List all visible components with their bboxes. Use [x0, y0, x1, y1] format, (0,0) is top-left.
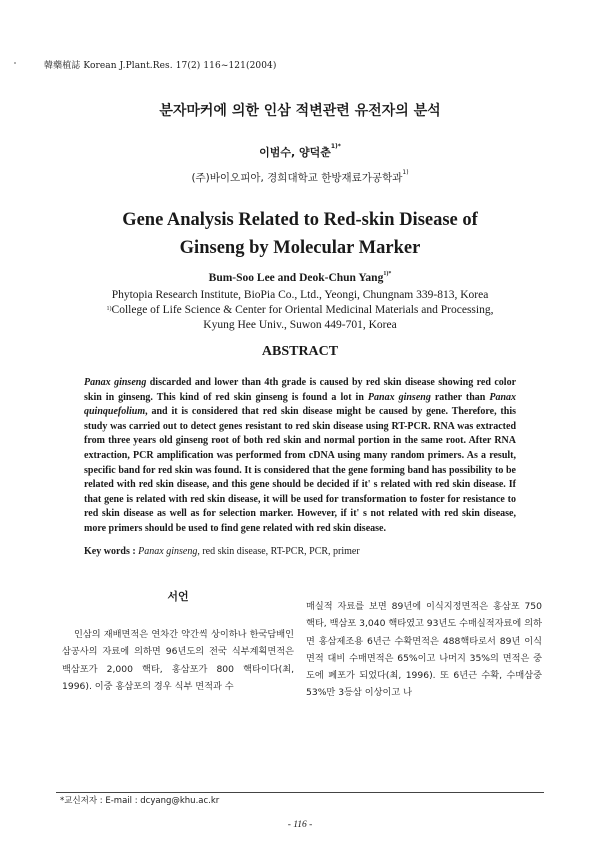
keywords-rest: , red skin disease, RT-PCR, PCR, primer	[197, 546, 360, 557]
english-affiliation	[0, 288, 600, 333]
scan-mark	[14, 62, 16, 64]
journal-citation: 韓藥植誌 Korean J.Plant.Res. 17(2) 116~121(2004)	[44, 61, 277, 71]
korean-authors	[0, 144, 600, 160]
english-authors	[0, 272, 600, 284]
abstract-species-2: Panax ginseng	[367, 391, 431, 403]
body-left-column: 인삼의 재배면적은 연차간 약간씩 상이하나 한국담배인삼공사의 자료에 의하면 96년도의 전국 식부계획면적은 백삼포가 2,000 핵타, 홍삼포가 800 핵타이다(최, 1996). 이중 홍삼포의 경우 식부 면적과 수	[62, 629, 294, 692]
footnote-divider	[56, 792, 544, 793]
abstract-species-1: Panax ginseng	[84, 377, 147, 388]
abstract-body	[84, 376, 516, 537]
korean-authors-names: 이범수, 양덕춘	[259, 146, 331, 159]
page-number: - 116 -	[287, 820, 313, 830]
korean-affiliation-sup: 1)	[402, 169, 409, 176]
english-title	[0, 206, 600, 262]
keywords	[84, 546, 524, 557]
english-affiliation-line2-sup: 1)	[106, 306, 112, 312]
english-affiliation-line2	[0, 303, 600, 318]
korean-title: 분자마커에 의한 인삼 적변관련 유전자의 분석	[159, 103, 441, 119]
korean-affiliation-text: (주)바이오피아, 경희대학교 한방재료가공학과	[191, 172, 403, 184]
english-affiliation-line3: Kyung Hee Univ., Suwon 449-701, Korea	[203, 319, 397, 331]
korean-authors-sup: 1)*	[330, 143, 341, 150]
english-affiliation-line2-text: College of Life Science & Center for Oriental Medicinal Materials and Processing,	[111, 304, 494, 316]
keywords-label: Key words :	[84, 546, 139, 557]
english-title-line2: Ginseng by Molecular Marker	[179, 238, 421, 258]
abstract-text-2: rather than	[430, 391, 490, 403]
english-title-line1: Gene Analysis Related to Red-skin Disease of	[122, 210, 478, 230]
english-affiliation-line1: Phytopia Research Institute, BioPia Co., Ltd., Yeongi, Chungnam 339-813, Korea	[111, 289, 489, 301]
body-right-column: 매실적 자료를 보면 89년에 이식지정면적은 홍삼포 750 핵타, 백삼포 3,040 핵타였고 93년도 수매실적자료에 의하면 홍삼제조용 6년근 수확면적은 488핵타로서 89년 이식면적 대비 수매면적은 65%이고 나머지 35%의 면적은 중도에 폐포가 되었다(최, 1996). 또 6년근 수확, 수매삼중 53%만 3등삼 이상이고 나	[306, 601, 542, 699]
abstract-text-1: discarded and lower than 4th grade is caused by red skin disease showing red color skin in ginseng. This kind of red skin ginseng is found a lot in	[84, 377, 517, 403]
section-heading-introduction: 서언	[167, 590, 189, 603]
korean-affiliation	[0, 170, 600, 185]
corresponding-author-footnote: *교신저자 : E-mail : dcyang@khu.ac.kr	[60, 796, 220, 806]
abstract-text-3: , and it is considered that red skin disease might be caused by gene. Therefore, this study was carried out to detect genes resistant to red skin disease using RT-PCR. RNA was extracted from three years old ginseng root of both red skin and normal portion in the same root. After RNA extraction, PCR amplification was performed from cDNA using many random primers. As a result, specific band for red skin was found. It is considered that the gene forming band has possibility to be related with red skin disease, and this gene should be decided if it' s related with red skin disease. If that gene is related with red skin disease, it will be used for transformation to foster for resistance to red skin disease as well as for selection marker. However, if it' s not related with red skin disease, more primers should be used to find gene related with red skin disease.	[84, 406, 516, 534]
abstract-heading: ABSTRACT	[261, 344, 339, 359]
keywords-species: Panax ginseng	[138, 546, 198, 557]
abstract-species-3: Panax quinquefolium	[84, 391, 517, 418]
english-authors-sup: 1)*	[383, 271, 392, 277]
english-authors-names: Bum-Soo Lee and Deok-Chun Yang	[208, 272, 384, 284]
